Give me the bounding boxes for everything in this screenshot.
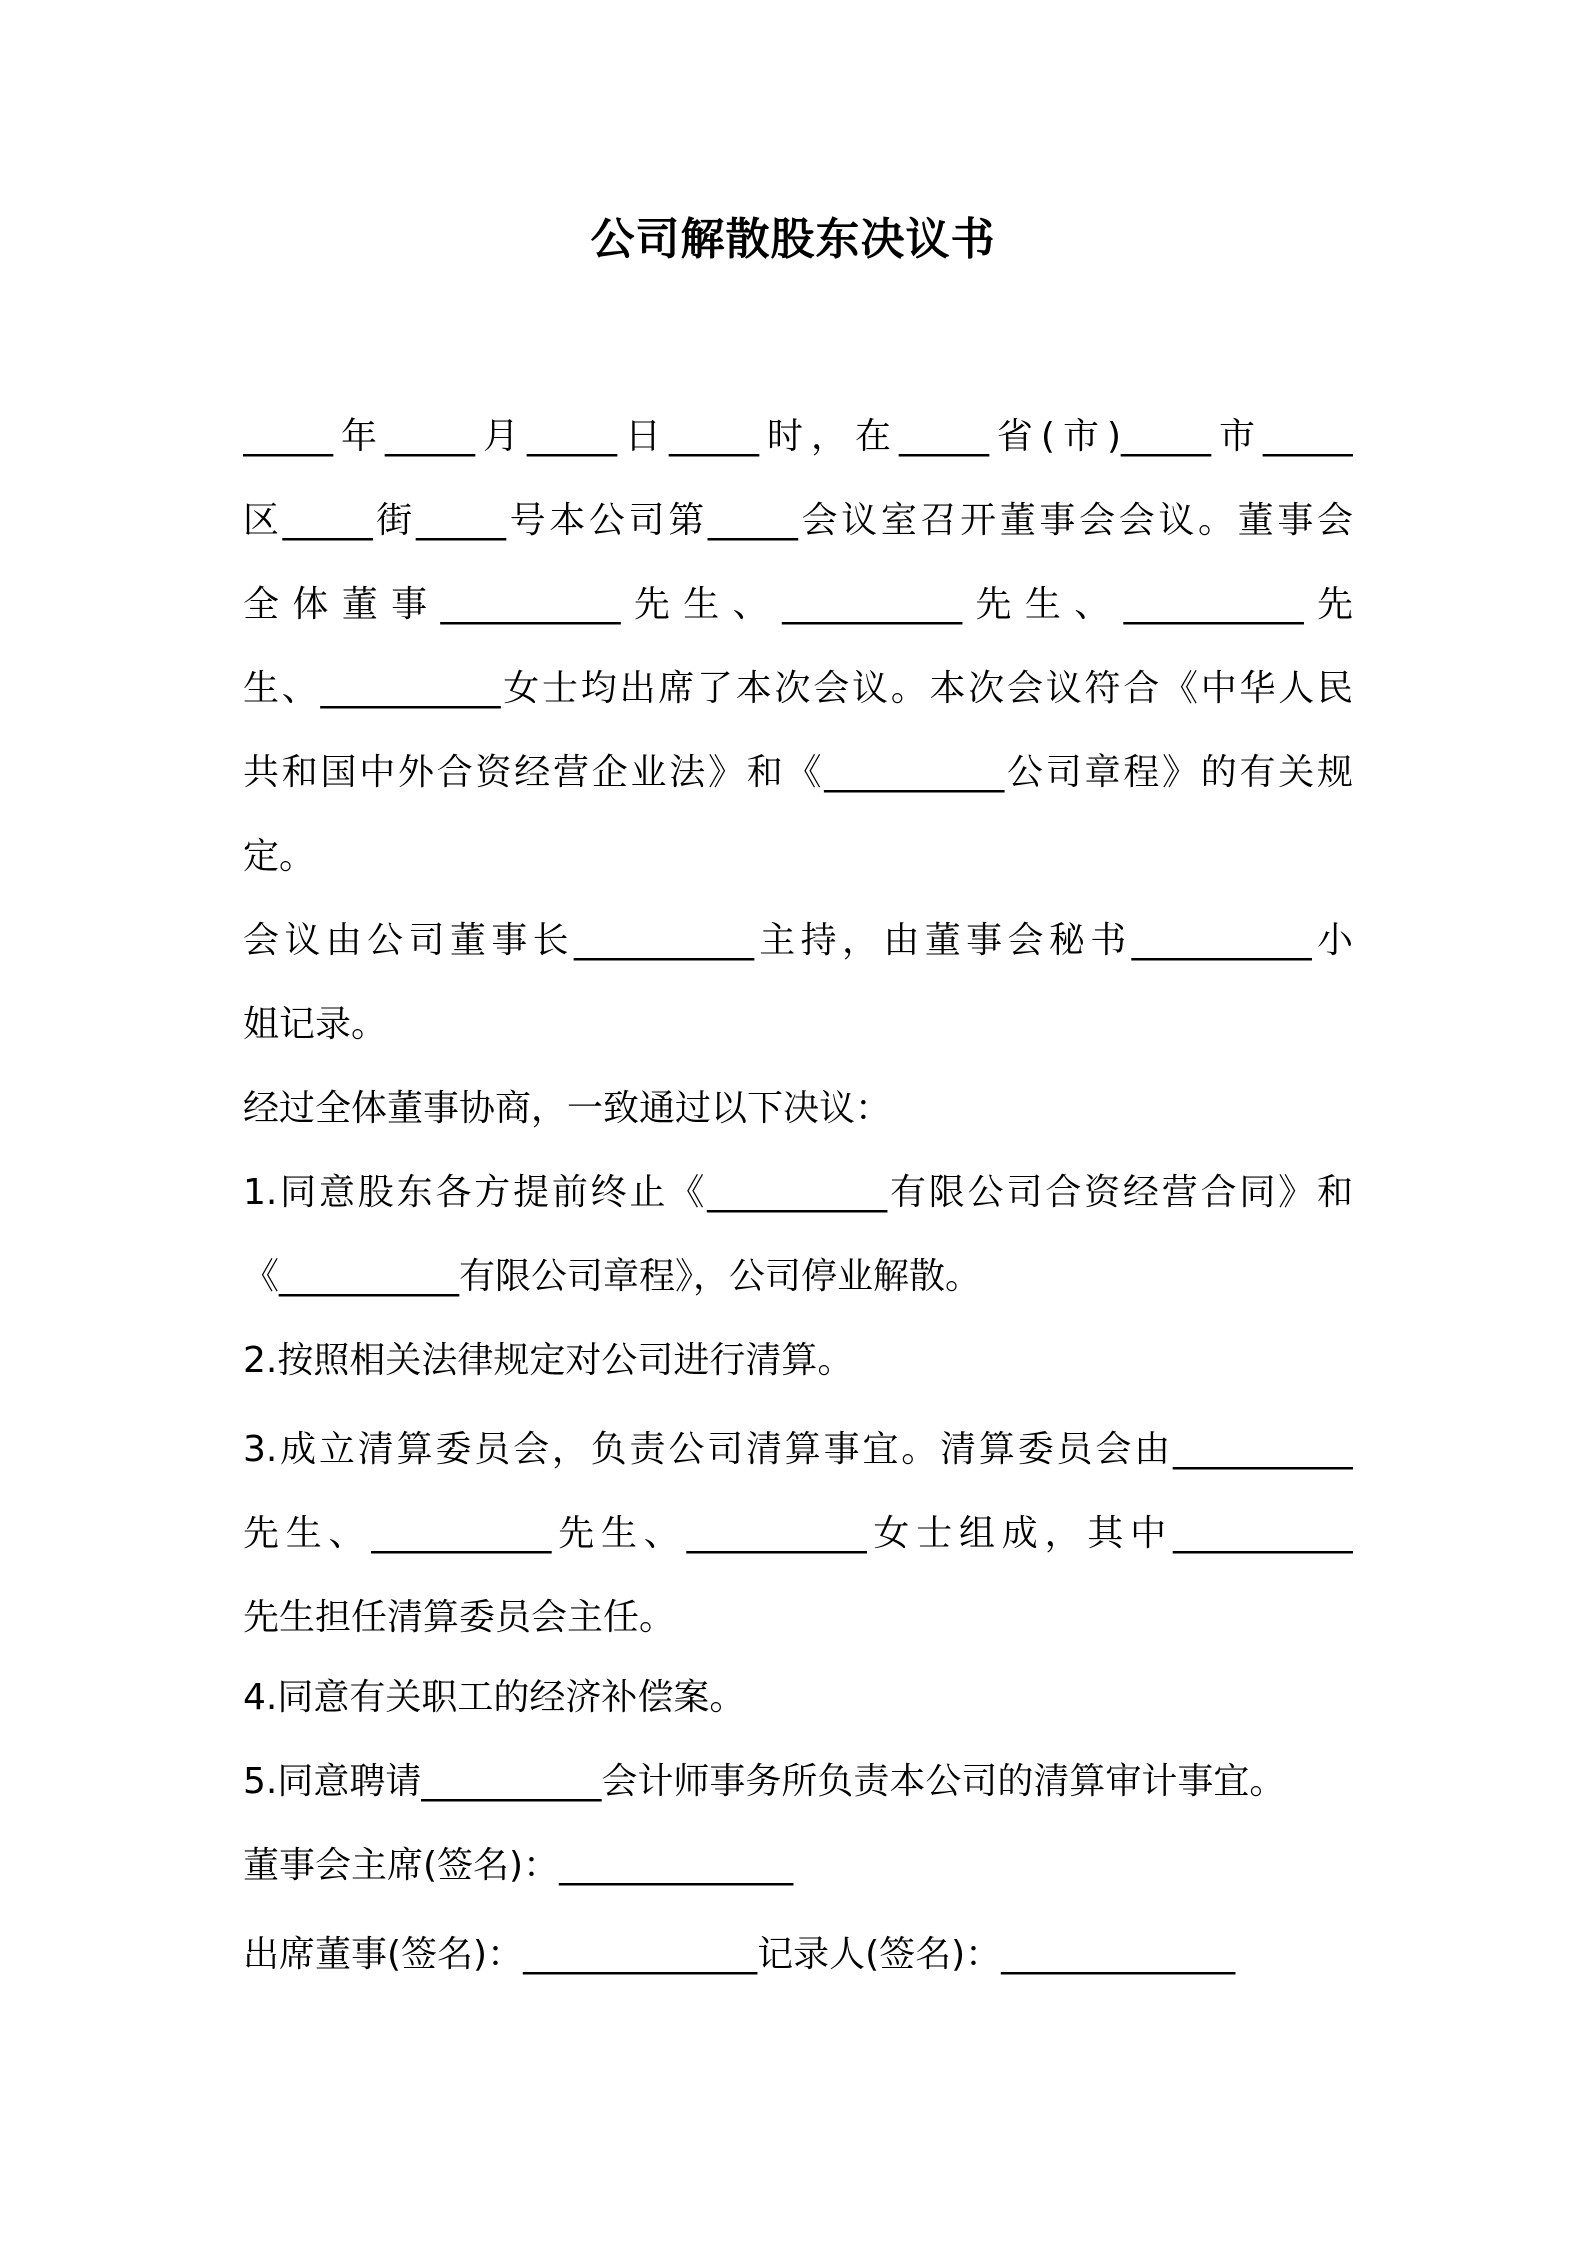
document-title: 公司解散股东决议书 — [590, 214, 996, 265]
meeting-info-paragraph — [243, 395, 1353, 899]
text-line: _____年_____月_____日_____时，在_____省(市)_____市_____ — [243, 416, 1353, 457]
text-line: 经过全体董事协商，一致通过以下决议： — [243, 1088, 892, 1129]
chairman-signature-line — [243, 1824, 1353, 1908]
chair-and-recorder-paragraph — [243, 899, 1353, 1067]
director-recorder-signature-text: 出席董事(签名)：_____________记录人(签名)：_____________ — [243, 1934, 1236, 1975]
resolution-item-3 — [243, 1408, 1353, 1660]
resolution-intro — [243, 1067, 1353, 1151]
text-line: 定。 — [243, 836, 316, 877]
director-recorder-signature-line — [243, 1913, 1353, 1997]
text-line: 全体董事__________先生、__________先生、__________先 — [243, 584, 1353, 625]
resolution-item-1 — [243, 1151, 1353, 1319]
resolution-item-4 — [243, 1656, 1353, 1740]
resolution-item-5 — [243, 1740, 1353, 1824]
text-line: 3.成立清算委员会，负责公司清算事宜。清算委员会由__________ — [243, 1429, 1353, 1470]
text-line: 4.同意有关职工的经济补偿案。 — [243, 1677, 746, 1718]
text-line: 1.同意股东各方提前终止《__________有限公司合资经营合同》和 — [243, 1172, 1353, 1213]
text-line: 共和国中外合资经营企业法》和《__________公司章程》的有关规 — [243, 752, 1353, 793]
text-line: 姐记录。 — [243, 1004, 388, 1045]
resolution-item-2 — [243, 1319, 1353, 1403]
text-line: 先生、__________先生、__________女士组成，其中__________ — [243, 1513, 1353, 1554]
text-line: 先生担任清算委员会主任。 — [243, 1597, 676, 1638]
text-line: 2.按照相关法律规定对公司进行清算。 — [243, 1340, 854, 1381]
text-line: 5.同意聘请__________会计师事务所负责本公司的清算审计事宜。 — [243, 1761, 1286, 1802]
text-line: 《__________有限公司章程》，公司停业解散。 — [243, 1256, 982, 1297]
text-line: 会议由公司董事长__________主持，由董事会秘书__________小 — [243, 920, 1353, 961]
text-line: 区_____街_____号本公司第_____会议室召开董事会会议。董事会 — [243, 500, 1353, 541]
chairman-signature-text: 董事会主席(签名)：_____________ — [243, 1845, 794, 1886]
text-line: 生、__________女士均出席了本次会议。本次会议符合《中华人民 — [243, 668, 1353, 709]
